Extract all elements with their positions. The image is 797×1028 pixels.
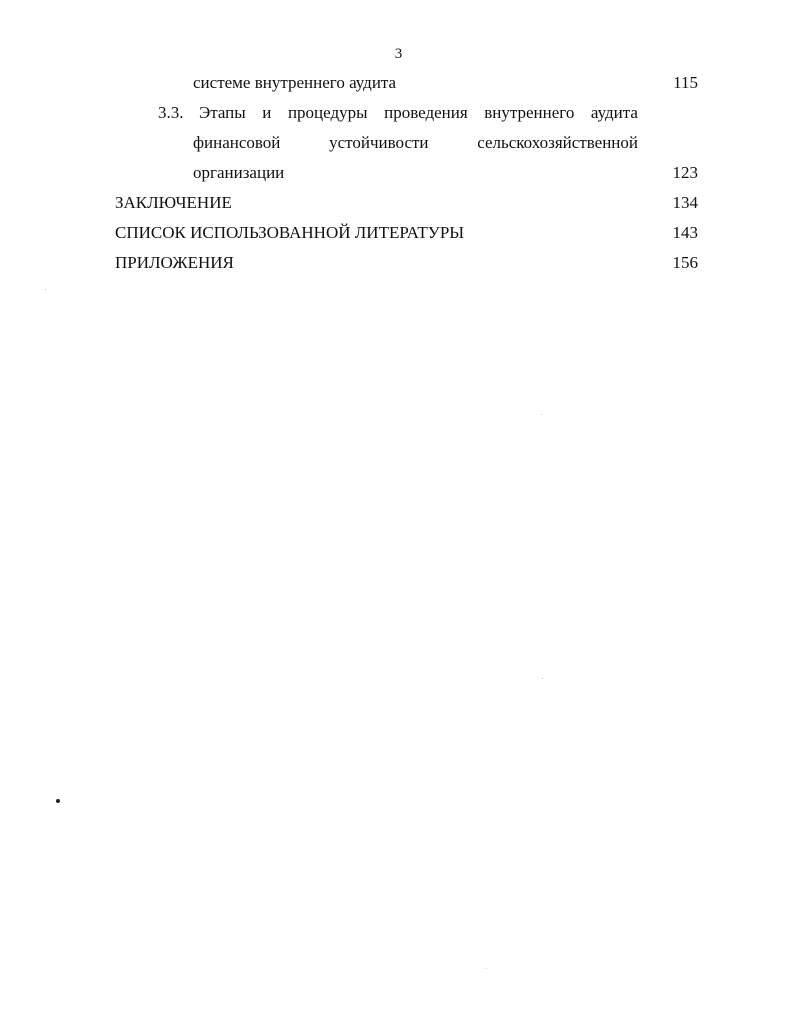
scan-speck (486, 968, 487, 969)
toc-word: Этапы (199, 103, 246, 122)
toc-appendices-page: 156 (672, 253, 698, 272)
toc-section-3-3-page: 123 (672, 163, 698, 182)
toc-conclusion-title: ЗАКЛЮЧЕНИЕ (115, 193, 232, 212)
toc-word: устойчивости (329, 133, 429, 152)
toc-word: процедуры (287, 103, 368, 122)
toc-references-title: СПИСОК ИСПОЛЬЗОВАННОЙ ЛИТЕРАТУРЫ (115, 223, 465, 242)
toc-references-page: 143 (672, 223, 698, 242)
scan-speck (542, 678, 543, 679)
toc-section-3-3-line-2 (193, 133, 638, 153)
toc-word: внутреннего (484, 103, 575, 122)
toc-conclusion-page: 134 (672, 193, 698, 212)
toc-appendices-title: ПРИЛОЖЕНИЯ (115, 253, 234, 272)
scan-speck (45, 289, 46, 290)
toc-word: финансовой (193, 133, 281, 152)
toc-section-3-3-number: 3.3. (158, 103, 184, 122)
toc-line-continued-page: 115 (673, 73, 698, 92)
toc-word: и (262, 103, 272, 122)
toc-word: аудита (590, 103, 638, 122)
toc-word: проведения (384, 103, 468, 122)
toc-word: сельскохозяйственной (477, 133, 638, 152)
toc-section-3-3-line-3: организации (193, 163, 285, 182)
page-number: 3 (394, 46, 403, 62)
scan-speck (541, 414, 542, 415)
toc-section-3-3-line-1 (199, 103, 638, 123)
toc-line-continued-title: системе внутреннего аудита (193, 73, 397, 92)
scan-speck (56, 799, 60, 803)
